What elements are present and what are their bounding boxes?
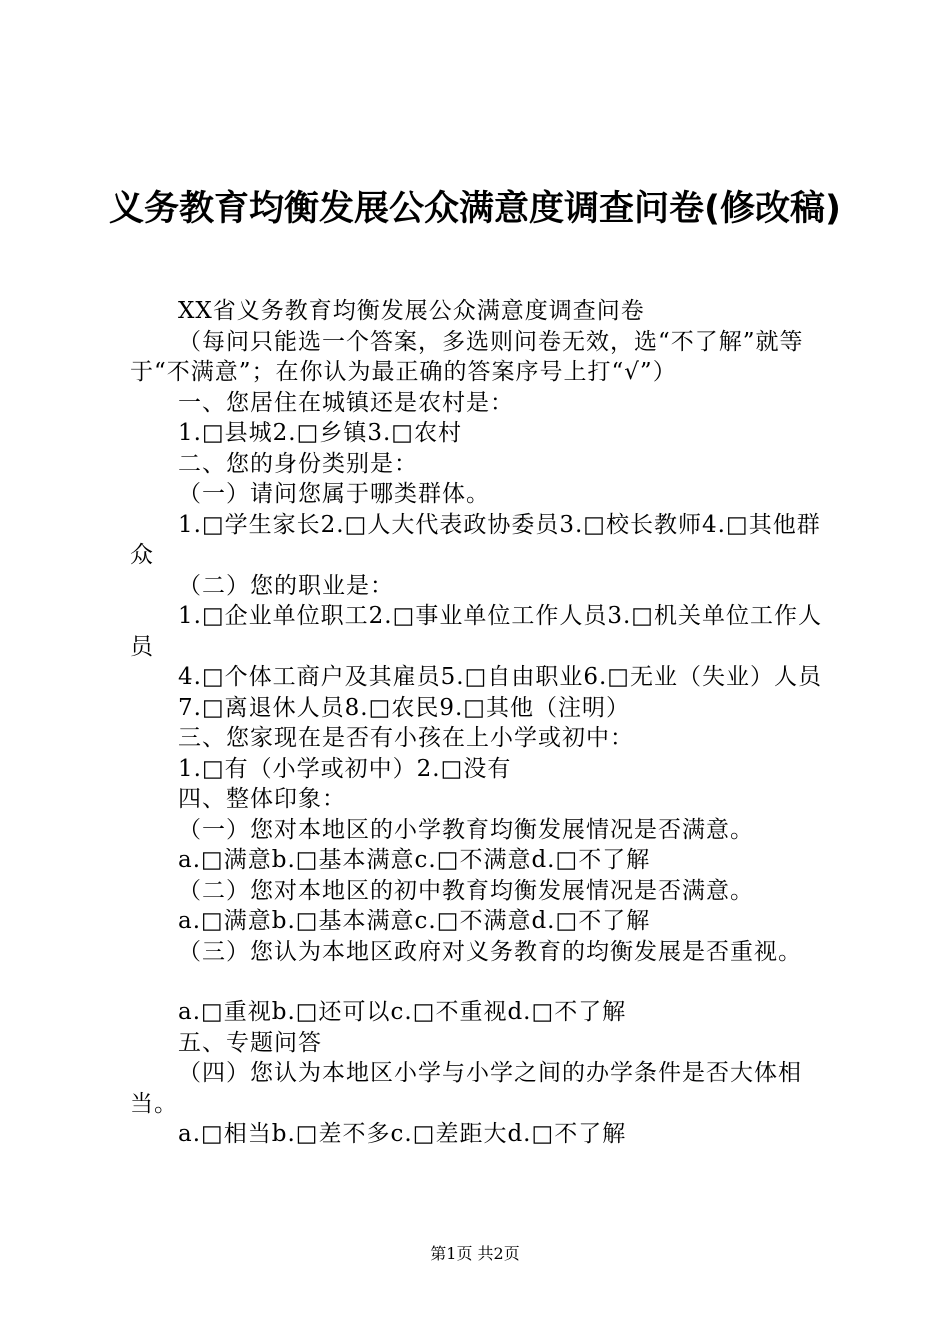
question-3: 三、您家现在是否有小孩在上小学或初中： <box>178 725 634 751</box>
question-2-2-options-a: 1.□企业单位职工2.□事业单位工作人员3.□机关单位工作人员 <box>130 603 823 660</box>
question-5: 五、专题问答 <box>178 1029 322 1056</box>
question-4-2-options: a.□满意b.□基本满意c.□不满意d.□不了解 <box>178 908 651 934</box>
question-2: 二、您的身份类别是： <box>178 450 418 477</box>
survey-heading: XX省义务教育均衡发展公众满意度调查问卷 <box>178 298 645 324</box>
question-2-2-options-c: 7.□离退休人员8.□农民9.□其他（注明） <box>178 694 631 721</box>
question-4-3: （三）您认为本地区政府对义务教育的均衡发展是否重视。 <box>178 938 802 965</box>
question-4-1: （一）您对本地区的小学教育均衡发展情况是否满意。 <box>178 816 754 843</box>
question-2-1: （一）请问您属于哪类群体。 <box>178 481 490 507</box>
question-2-2: （二）您的职业是： <box>178 572 394 599</box>
question-4-1-options: a.□满意b.□基本满意c.□不满意d.□不了解 <box>178 847 651 873</box>
document-body <box>130 296 842 1150</box>
document-title: 义务教育均衡发展公众满意度调查问卷(修改稿) <box>109 189 841 229</box>
question-3-options: 1.□有（小学或初中）2.□没有 <box>178 755 512 782</box>
question-5-4-options: a.□相当b.□差不多c.□差距大d.□不了解 <box>178 1121 627 1147</box>
instructions: （每问只能选一个答案，多选则问卷无效，选“不了解”就等于“不满意”；在你认为最正确的答案序号上打“√”） <box>130 328 804 385</box>
question-2-1-options: 1.□学生家长2.□人大代表政协委员3.□校长教师4.□其他群众 <box>130 511 821 568</box>
question-1-options: 1.□县城2.□乡镇3.□农村 <box>178 420 463 446</box>
question-5-4: （四）您认为本地区小学与小学之间的办学条件是否大体相当。 <box>130 1060 802 1117</box>
question-4-2: （二）您对本地区的初中教育均衡发展情况是否满意。 <box>178 877 754 904</box>
question-1: 一、您居住在城镇还是农村是： <box>178 389 514 416</box>
question-4: 四、整体印象： <box>178 786 346 812</box>
question-2-2-options-b: 4.□个体工商户及其雇员5.□自由职业6.□无业（失业）人员 <box>178 664 823 690</box>
page-footer: 第1页 共2页 <box>430 1244 520 1263</box>
question-4-3-options: a.□重视b.□还可以c.□不重视d.□不了解 <box>178 999 627 1025</box>
